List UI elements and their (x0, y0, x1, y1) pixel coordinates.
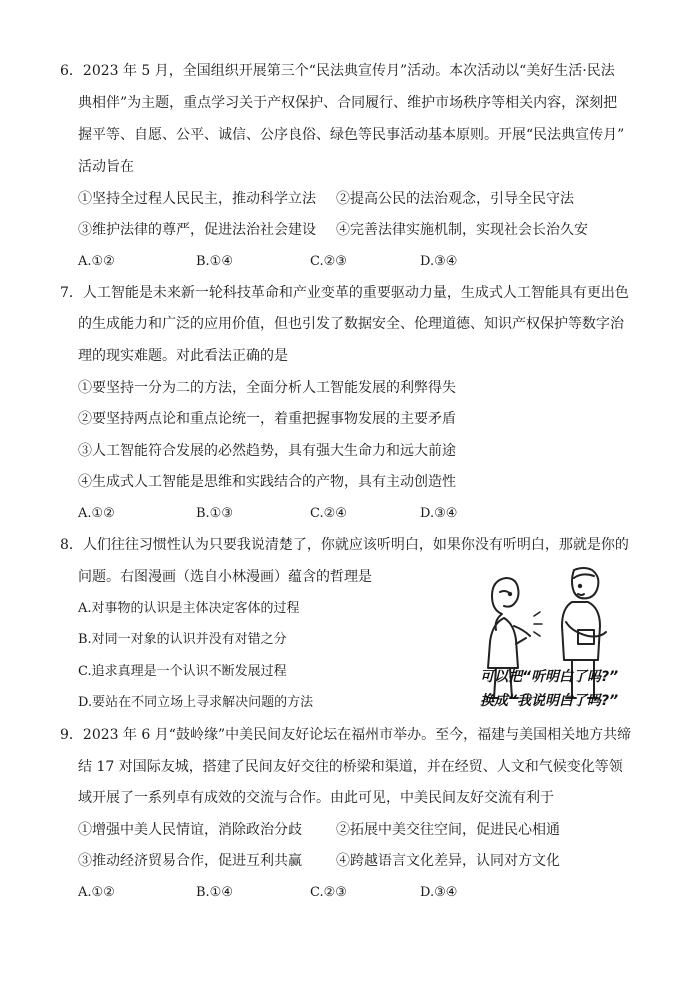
question-8-option-a[interactable]: A.对事物的认识是主体决定客体的过程 (78, 601, 300, 616)
question-9-choice-a[interactable]: A.①② (78, 885, 115, 900)
question-6-item-2: ②提高公民的法治观念，引导全民守法 (336, 191, 574, 207)
question-6-item-1: ①坚持全过程人民民主，推动科学立法 (78, 191, 316, 207)
cartoon-caption-line-1: 可以把“听明白了吗?” (480, 669, 619, 685)
question-6-choice-b[interactable]: B.①④ (196, 254, 233, 269)
question-8-option-d[interactable]: D.要站在不同立场上寻求解决问题的方法 (78, 695, 314, 710)
question-6-line-4: 活动旨在 (78, 159, 134, 175)
question-6-item-4: ④完善法律实施机制，实现社会长治久安 (336, 222, 588, 238)
question-8-line-2: 问题。右图漫画（选自小林漫画）蕴含的哲理是 (78, 569, 372, 585)
question-9-choice-c[interactable]: C.②③ (310, 885, 347, 900)
question-7-line-3: 理的现实难题。对此看法正确的是 (78, 348, 288, 364)
question-7-item-2: ②要坚持两点论和重点论统一，着重把握事物发展的主要矛盾 (78, 411, 456, 427)
question-9-line-3: 域开展了一系列卓有成效的交流与合作。由此可见，中美民间友好交流有利于 (78, 790, 554, 806)
question-9-item-4: ④跨越语言文化差异，认同对方文化 (336, 853, 560, 869)
question-9-choice-d[interactable]: D.③④ (420, 885, 458, 900)
question-6-choice-d[interactable]: D.③④ (420, 254, 458, 269)
question-9-choice-b[interactable]: B.①④ (196, 885, 233, 900)
question-7-item-1: ①要坚持一分为二的方法，全面分析人工智能发展的利弊得失 (78, 380, 456, 396)
question-7-item-4: ④生成式人工智能是思维和实践结合的产物，具有主动创造性 (78, 474, 456, 490)
question-8-line-1: 8．人们往往习惯性认为只要我说清楚了，你就应该听明白，如果你没有听明白，那就是你的 (60, 537, 629, 553)
question-7-choice-b[interactable]: B.①③ (196, 506, 233, 521)
question-9-item-2: ②拓展中美交往空间，促进民心相通 (336, 822, 560, 838)
question-8-option-c[interactable]: C.追求真理是一个认识不断发展过程 (78, 664, 287, 679)
question-9-item-1: ①增强中美人民情谊，消除政治分歧 (78, 822, 302, 838)
question-7-choice-d[interactable]: D.③④ (420, 506, 458, 521)
question-6-choice-c[interactable]: C.②③ (310, 254, 347, 269)
question-9-item-3: ③推动经济贸易合作，促进互利共赢 (78, 853, 302, 869)
question-8-option-b[interactable]: B.对同一对象的认识并没有对错之分 (78, 632, 287, 647)
question-6-line-3: 握平等、自愿、公平、诚信、公序良俗、绿色等民事活动基本原则。开展“民法典宣传月” (78, 127, 625, 143)
question-6-line-2: 典相伴”为主题，重点学习关于产权保护、合同履行、维护市场秩序等相关内容，深刻把 (78, 95, 618, 111)
question-7-item-3: ③人工智能符合发展的必然趋势，具有强大生命力和远大前途 (78, 443, 456, 459)
cartoon-caption-line-2: 换成“我说明白了吗?” (480, 693, 619, 709)
question-6-line-1: 6．2023 年 5 月，全国组织开展第三个“民法典宣传月”活动。本次活动以“美好生活·民法 (60, 63, 615, 79)
question-7-line-1: 7．人工智能是未来新一轮科技革命和产业变革的重要驱动力量，生成式人工智能具有更出色 (60, 285, 629, 301)
question-7-choice-a[interactable]: A.①② (78, 506, 115, 521)
question-6-item-3: ③维护法律的尊严，促进法治社会建设 (78, 222, 316, 238)
question-6-choice-a[interactable]: A.①② (78, 254, 115, 269)
question-7-line-2: 的生成能力和广泛的应用价值，但也引发了数据安全、伦理道德、知识产权保护等数字治 (78, 316, 624, 332)
cartoon-illustration (470, 560, 650, 710)
question-7-choice-c[interactable]: C.②④ (310, 506, 347, 521)
question-9-line-2: 结 17 对国际友城，搭建了民间友好交往的桥梁和渠道，并在经贸、人文和气候变化等领 (78, 759, 623, 775)
question-9-line-1: 9．2023 年 6 月“鼓岭缘”中美民间友好论坛在福州市举办。至今，福建与美国相关地方共缔 (60, 727, 632, 743)
